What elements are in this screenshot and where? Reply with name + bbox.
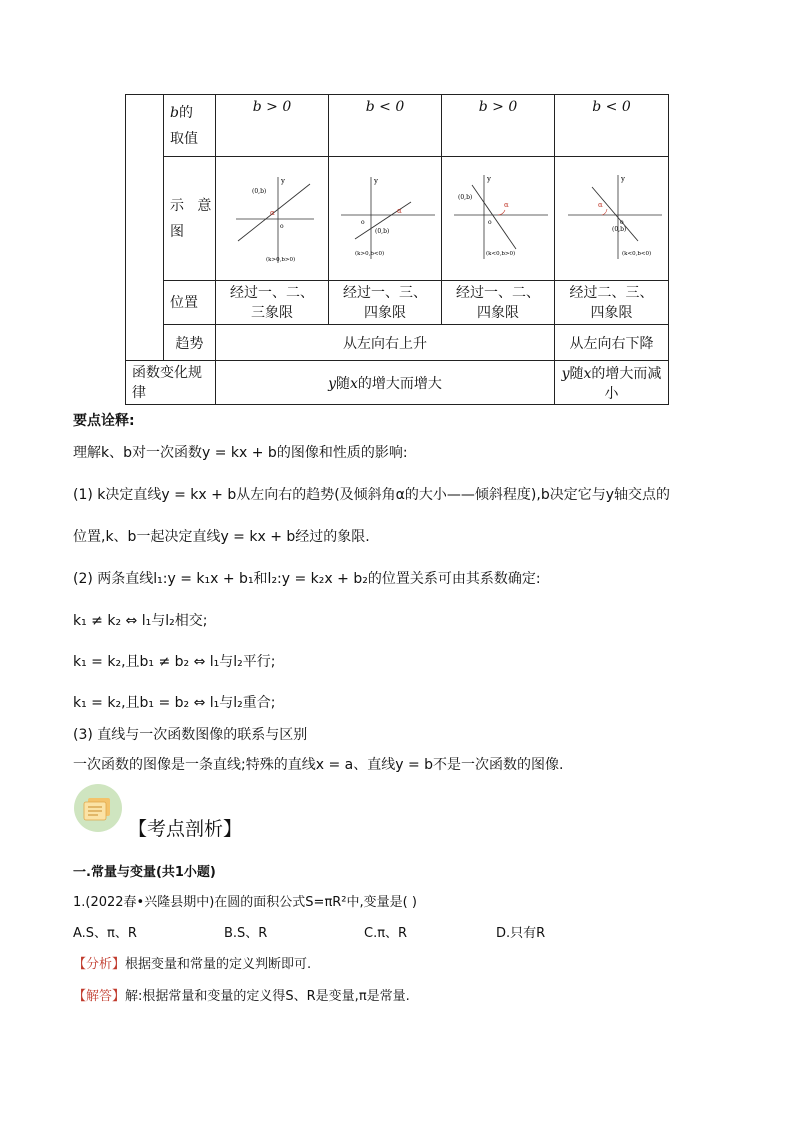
position-cell: 经过二、三、 四象限 [555,281,669,325]
analysis-tag: 【分析】 [73,957,126,972]
position-cell: 经过一、三、 四象限 [329,281,442,325]
diagram-cell [216,157,329,281]
position-cell: 经过一、二、 三象限 [216,281,329,325]
row-label-b: b的 取值 [164,95,216,157]
b-value-cell: b > 0 [216,95,329,157]
row-label-trend: 趋势 [164,325,216,361]
notes-line: (1) k决定直线y = kx + b从左向右的趋势(及倾斜角α的大小——倾斜程度),b决定它与y轴交点的 [73,487,670,503]
table-blank-cell [126,95,164,361]
svg-text:(0,b): (0,b) [458,193,473,201]
svg-text:y: y [620,174,625,183]
rule-cell: y随x的增大而增大 [216,361,555,405]
table-row [126,361,669,405]
svg-text:(k>0,b<0): (k>0,b<0) [355,250,385,257]
trend-cell: 从左向右下降 [555,325,669,361]
answer-tag: 【解答】 [73,989,126,1004]
table-row [126,157,669,281]
position-cell: 经过一、二、 四象限 [442,281,555,325]
properties-table [125,94,669,405]
notes-line: (3) 直线与一次函数图像的联系与区别 [73,727,308,743]
svg-text:o: o [280,222,284,230]
table-row [126,281,669,325]
graph-k-neg-b-neg [558,167,666,267]
svg-text:y: y [487,174,491,183]
notes-heading: 要点诠释: [73,413,135,429]
graph-k-pos-b-neg [331,167,439,267]
section-title: 【考点剖析】 [128,818,243,840]
notebook-icon [74,784,122,832]
rule-cell: y随x的增大而减小 [555,361,669,405]
svg-text:α: α [504,200,509,209]
table-row [126,95,669,157]
diagram-cell [555,157,669,281]
svg-text:y: y [281,176,285,185]
notes-line: (2) 两条直线l₁:y = k₁x + b₁和l₂:y = k₂x + b₂的位置关系可由其系数确定: [73,571,541,587]
svg-text:(k<0,b>0): (k<0,b>0) [486,250,516,257]
graph-k-pos-b-pos [218,167,326,267]
row-label-position: 位置 [164,281,216,325]
notes-line: k₁ = k₂,且b₁ ≠ b₂ ⇔ l₁与l₂平行; [73,654,276,670]
row-label-rule: 函数变化规 律 [126,361,216,405]
svg-text:(k<0,b<0): (k<0,b<0) [621,250,651,257]
trend-cell: 从左向右上升 [216,325,555,361]
notes-line: 一次函数的图像是一条直线;特殊的直线x = a、直线y = b不是一次函数的图像. [73,757,564,773]
b-value-cell: b > 0 [442,95,555,157]
analysis-text: 根据变量和常量的定义判断即可. [125,957,312,972]
svg-text:o: o [488,218,492,226]
row-label-diagram: 示 意 图 [164,157,216,281]
svg-text:α: α [270,208,275,217]
topic-heading: 一.常量与变量(共1小题) [73,865,216,880]
graph-k-neg-b-pos [444,167,552,267]
notes-line: k₁ = k₂,且b₁ = b₂ ⇔ l₁与l₂重合; [73,695,276,711]
notes-line: 理解k、b对一次函数y = kx + b的图像和性质的影响: [73,445,408,461]
question-stem: 1.(2022春•兴隆县期中)在圆的面积公式S=πR²中,变量是( ) [73,895,417,910]
option-a: A.S、π、R [73,926,137,941]
option-c: C.π、R [364,926,408,941]
notes-line: k₁ ≠ k₂ ⇔ l₁与l₂相交; [73,613,208,629]
diagram-cell [329,157,442,281]
svg-text:(0,b): (0,b) [375,227,390,235]
svg-text:y: y [374,176,378,185]
option-d: D.只有R [496,926,546,941]
answer-text: 解:根据常量和变量的定义得S、R是变量,π是常量. [125,989,410,1004]
svg-text:α: α [597,200,603,209]
b-value-cell: b < 0 [555,95,669,157]
svg-text:(k>0,b>0): (k>0,b>0) [266,256,296,263]
answer-line [73,985,410,1004]
svg-text:α: α [397,206,402,215]
notes-line: 位置,k、b一起决定直线y = kx + b经过的象限. [73,529,370,545]
analysis-line [73,953,311,972]
svg-text:o: o [619,218,624,226]
option-b: B.S、R [224,926,268,941]
table-row [126,325,669,361]
svg-text:(0,b): (0,b) [611,225,626,233]
diagram-cell [442,157,555,281]
svg-text:(0,b): (0,b) [252,187,267,195]
svg-text:o: o [361,218,365,226]
b-value-cell: b < 0 [329,95,442,157]
